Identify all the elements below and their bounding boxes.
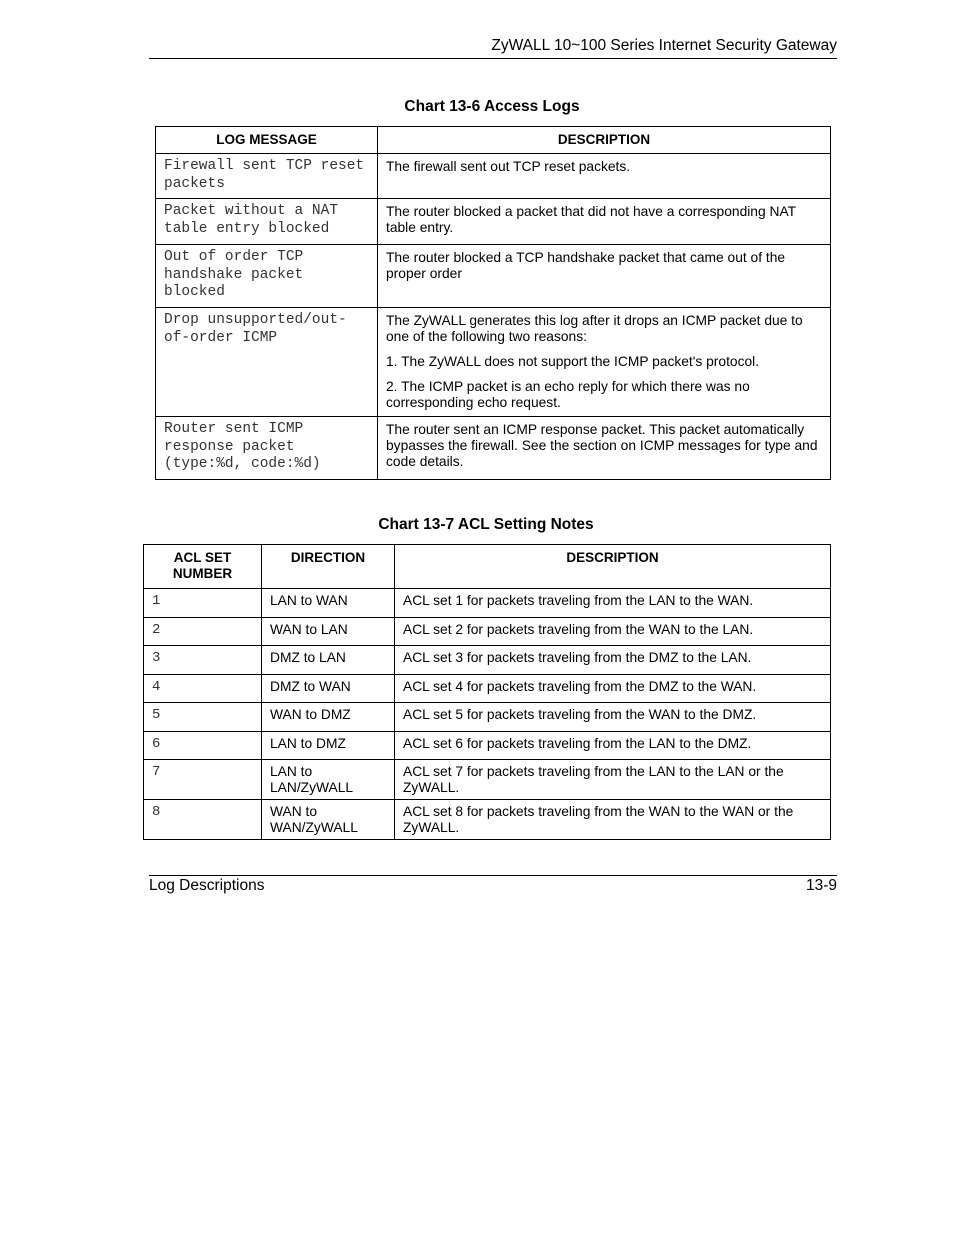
- log-description: The firewall sent out TCP reset packets.: [378, 154, 831, 199]
- acl-description: ACL set 3 for packets traveling from the DMZ to the LAN.: [395, 646, 831, 675]
- acl-description: ACL set 4 for packets traveling from the DMZ to the WAN.: [395, 674, 831, 703]
- table-row: [156, 199, 831, 245]
- acl-description: ACL set 2 for packets traveling from the WAN to the LAN.: [395, 617, 831, 646]
- log-message: Router sent ICMP response packet (type:%d, code:%d): [156, 417, 378, 480]
- acl-set-number: 2: [144, 617, 262, 646]
- column-header: LOG MESSAGE: [156, 127, 378, 154]
- acl-set-number: 5: [144, 703, 262, 732]
- table-row: [144, 800, 831, 840]
- access-logs-header-row: [156, 127, 831, 154]
- acl-description: ACL set 6 for packets traveling from the LAN to the DMZ.: [395, 731, 831, 760]
- acl-direction: LAN to DMZ: [262, 731, 395, 760]
- acl-direction: WAN to DMZ: [262, 703, 395, 732]
- acl-set-number: 3: [144, 646, 262, 675]
- acl-set-number: 7: [144, 760, 262, 800]
- acl-set-number: 8: [144, 800, 262, 840]
- column-header: DESCRIPTION: [378, 127, 831, 154]
- acl-direction: LAN to WAN: [262, 589, 395, 618]
- log-description: The router blocked a TCP handshake packet that came out of the proper order: [378, 245, 831, 308]
- page-number: 13-9: [805, 877, 837, 894]
- acl-description: ACL set 7 for packets traveling from the LAN to the LAN or the ZyWALL.: [395, 760, 831, 800]
- acl-notes-table: [143, 544, 831, 840]
- header-title: ZyWALL 10~100 Series Internet Security Gateway: [491, 37, 837, 54]
- page-footer: [149, 875, 837, 895]
- table-row: [156, 245, 831, 308]
- column-header: ACL SET NUMBER: [144, 545, 262, 589]
- acl-set-number: 6: [144, 731, 262, 760]
- acl-direction: LAN to LAN/ZyWALL: [262, 760, 395, 800]
- acl-direction: WAN to WAN/ZyWALL: [262, 800, 395, 840]
- table-row: [156, 308, 831, 417]
- acl-description: ACL set 1 for packets traveling from the LAN to the WAN.: [395, 589, 831, 618]
- acl-set-number: 4: [144, 674, 262, 703]
- access-logs-caption: Chart 13-6 Access Logs: [404, 98, 580, 115]
- access-logs-table: [155, 126, 831, 480]
- acl-description: ACL set 8 for packets traveling from the WAN to the WAN or the ZyWALL.: [395, 800, 831, 840]
- table-row: [144, 703, 831, 732]
- table-row: [144, 760, 831, 800]
- acl-direction: WAN to LAN: [262, 617, 395, 646]
- log-description: The router sent an ICMP response packet. This packet automatically bypasses the firewall. See the section on ICMP messages for type and code details.: [378, 417, 831, 480]
- log-message: Packet without a NAT table entry blocked: [156, 199, 378, 245]
- footer-section: Log Descriptions: [149, 877, 265, 894]
- table-row: [144, 731, 831, 760]
- acl-header-row: [144, 545, 831, 589]
- log-description: The router blocked a packet that did not have a corresponding NAT table entry.: [378, 199, 831, 245]
- table-row: [156, 154, 831, 199]
- table-row: [144, 674, 831, 703]
- table-row: [144, 646, 831, 675]
- acl-direction: DMZ to WAN: [262, 674, 395, 703]
- acl-set-number: 1: [144, 589, 262, 618]
- column-header: DIRECTION: [262, 545, 395, 589]
- page-header: [149, 36, 837, 59]
- table-row: [156, 417, 831, 480]
- column-header: DESCRIPTION: [395, 545, 831, 589]
- log-message: Out of order TCP handshake packet blocked: [156, 245, 378, 308]
- log-description: The ZyWALL generates this log after it drops an ICMP packet due to one of the following two reasons: 1. The ZyWALL does not support the ICMP packet's protocol. 2. The ICMP packet is an echo reply for which there was no corresponding echo request.: [378, 308, 831, 417]
- log-message: Drop unsupported/out-of-order ICMP: [156, 308, 378, 417]
- table-row: [144, 589, 831, 618]
- acl-description: ACL set 5 for packets traveling from the WAN to the DMZ.: [395, 703, 831, 732]
- log-message: Firewall sent TCP reset packets: [156, 154, 378, 199]
- acl-direction: DMZ to LAN: [262, 646, 395, 675]
- acl-notes-caption: Chart 13-7 ACL Setting Notes: [378, 516, 594, 533]
- table-row: [144, 617, 831, 646]
